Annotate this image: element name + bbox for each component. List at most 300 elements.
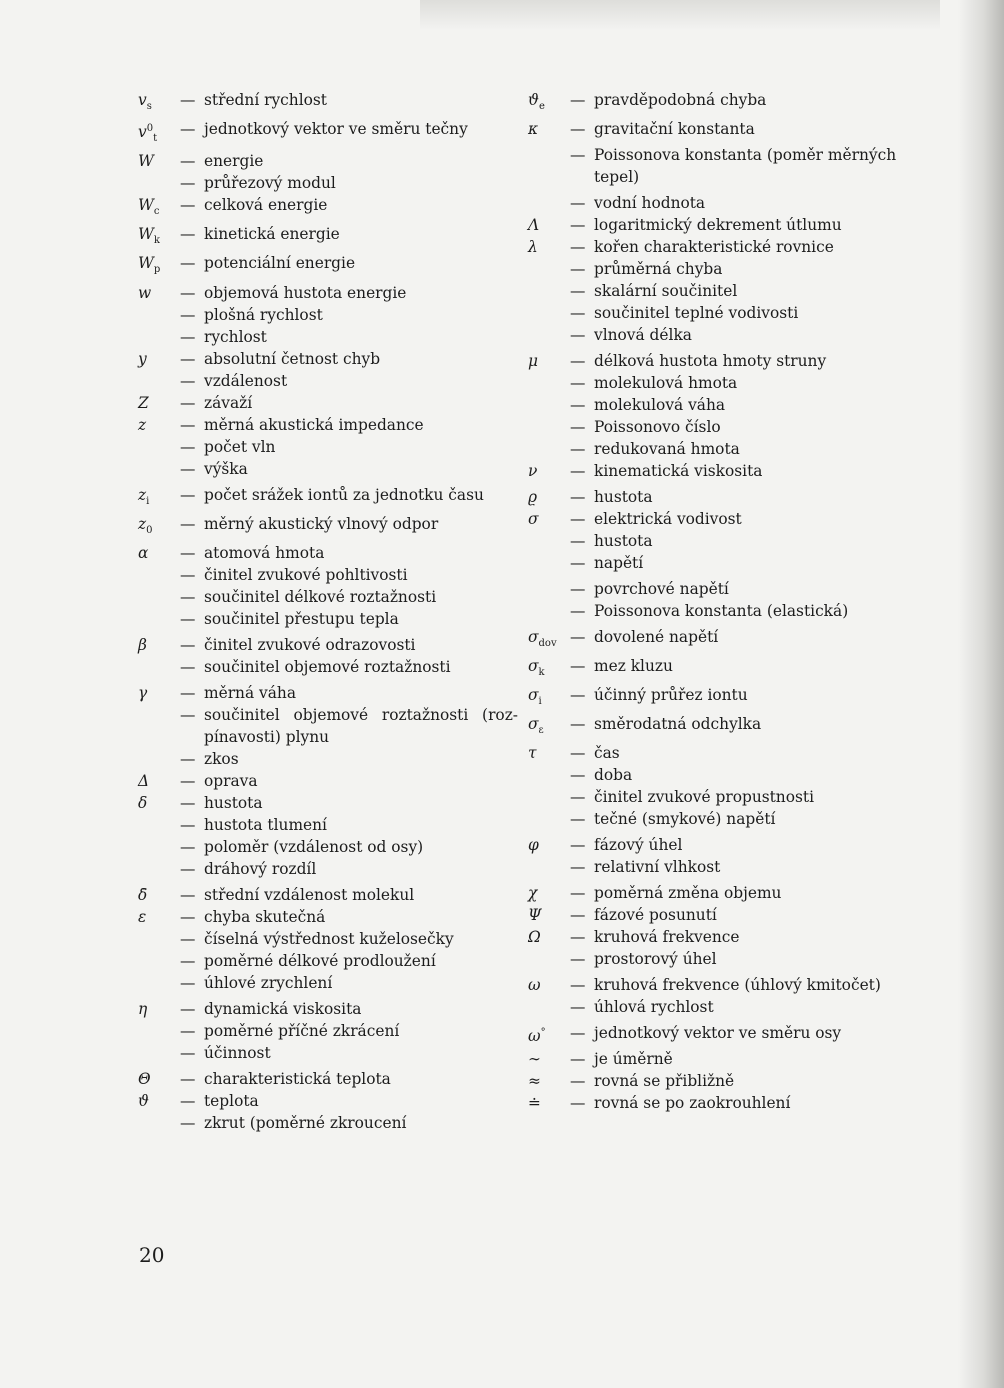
symbol-description: vzdálenost [204,371,288,390]
symbol-entry [528,974,898,996]
dash-separator: — [570,1049,586,1068]
symbol: ε [138,907,147,926]
symbol: τ [528,744,537,763]
dash-separator: — [570,950,586,969]
symbol-description: střední vzdálenost molekul [204,885,415,904]
symbol: ω° [528,1027,546,1046]
symbol-description: mez kluzu [594,657,673,676]
symbol: $v_s$ [138,91,152,113]
symbol: Z [138,393,149,412]
symbol-description: střední rychlost [204,91,327,109]
symbol-description: rovná se po zaokrouhlení [594,1093,791,1112]
page-number: 20 [139,1243,165,1267]
symbol-entry [138,252,518,281]
symbol-entry [138,748,518,770]
symbol-description: logaritmický dekrement útlumu [594,216,842,235]
page-binding-shadow [958,0,1004,1388]
symbol-entry [528,1070,898,1092]
symbol-description: součinitel teplné vodivosti [594,304,799,323]
symbol-description: zkos [204,749,239,768]
symbol: $z_i$ [138,485,150,507]
symbol-entry [528,118,898,140]
symbol-entry [528,882,898,904]
symbol-description: fázové posunutí [594,906,717,925]
symbol-entry [528,508,898,530]
symbol-description: Poissonovo číslo [594,418,721,437]
symbol-description: měrná akustická impedance [204,415,424,434]
dash-separator: — [570,440,586,459]
symbol-description: oprava [204,771,258,790]
dash-separator: — [570,628,586,647]
dash-separator: — [570,120,586,139]
dash-separator: — [570,657,586,676]
symbol-description: prostorový úhel [594,950,717,969]
symbol-description: součinitel objemové roztažnosti (roz-pínavosti) plynu [204,705,518,746]
symbol-description: počet srážek iontů za jednotku času [204,485,484,504]
dash-separator: — [570,744,586,763]
symbol-entry [138,513,518,542]
symbol: δ̄ [138,885,148,904]
dash-separator: — [180,1069,196,1088]
symbol-entry [138,950,518,972]
dash-separator: — [180,415,196,434]
symbol-entry [138,414,518,436]
dash-separator: — [180,437,196,456]
symbol-entry [138,608,518,630]
symbol: σ [528,510,539,529]
symbol-entry [528,394,898,416]
symbol: Λ [528,216,540,235]
symbol-description: jednotkový vektor ve směru osy [594,1024,842,1043]
symbol: β [138,635,147,654]
dash-separator: — [570,194,586,213]
symbol-description: charakteristická teplota [204,1069,391,1088]
symbol-entry [138,682,518,704]
symbol-entry [528,786,898,808]
symbol-description: vlnová délka [594,326,692,345]
symbol-description: dovolené napětí [594,628,719,647]
symbol-entry [528,1022,898,1047]
symbol-description: doba [594,766,633,785]
symbol-description: objemová hustota energie [204,283,407,302]
symbol-description: činitel zvukové propustnosti [594,788,814,807]
symbol-description: elektrická vodivost [594,510,742,529]
symbol: $\sigma_i$ [528,686,542,708]
symbol-entry [528,996,898,1018]
symbol-entry [138,884,518,906]
symbol-entry [528,713,898,742]
symbol-description: úhlové zrychlení [204,973,333,992]
symbol-description: činitel zvukové odrazovosti [204,635,416,654]
symbol-description: celková energie [204,196,328,215]
symbol: $z_0$ [138,514,153,536]
symbol-description: Poissonova konstanta (elastická) [594,602,849,621]
symbol-entry [528,192,898,214]
symbol-entry [138,484,518,513]
symbol-entry [138,89,518,118]
symbol-entry [138,858,518,880]
dash-separator: — [180,459,196,478]
symbol-entry [138,586,518,608]
symbol-description: poměrné příčné zkrácení [204,1021,400,1040]
symbol-entry [138,1020,518,1042]
dash-separator: — [570,998,586,1017]
symbol: z [138,415,147,434]
dash-separator: — [570,788,586,807]
dash-separator: — [180,705,196,724]
symbol: $W_c$ [138,196,160,218]
symbol-list-right [528,89,898,1114]
symbol-entry [138,194,518,223]
symbol: w [138,283,152,302]
symbol: Θ [138,1069,151,1088]
symbol-description: kořen charakteristické rovnice [594,238,834,257]
dash-separator: — [570,146,586,165]
symbol-description: průřezový modul [204,174,336,193]
symbol-list-left [138,89,518,1134]
symbol-entry [528,324,898,346]
dash-separator: — [180,393,196,412]
dash-separator: — [180,859,196,878]
dash-separator: — [570,282,586,301]
symbol: χ [528,884,538,903]
symbol-description: absolutní četnost chyb [204,349,381,368]
symbol-entry [138,458,518,480]
symbol-description: kruhová frekvence (úhlový kmitočet) [594,976,881,995]
symbol-entry [138,118,518,150]
symbol-description: číselná výstřednost kuželosečky [204,929,454,948]
dash-separator: — [570,1024,586,1043]
dash-separator: — [180,543,196,562]
symbol-description: součinitel přestupu tepla [204,609,399,628]
symbol-entry [528,808,898,830]
symbol: ϱ [528,488,538,507]
symbol-description: hustota [594,488,653,507]
dash-separator: — [570,810,586,829]
dash-separator: — [570,510,586,529]
symbol-description: jednotkový vektor ve směru tečny [204,120,468,139]
symbol-entry [138,656,518,678]
symbol-entry [138,770,518,792]
dash-separator: — [570,352,586,371]
symbol: φ [528,836,539,855]
symbol-description: skalární součinitel [594,282,738,301]
symbol: $v^0_t$ [138,123,158,145]
symbol-entry [528,416,898,438]
dash-separator: — [570,216,586,235]
symbol-entry [528,302,898,324]
dash-separator: — [570,884,586,903]
dash-separator: — [180,120,196,139]
symbol: ≈ [528,1071,541,1090]
symbol-description: poměrná změna objemu [594,884,782,903]
symbol-description: Poissonova konstanta (poměr měrných tepel) [594,146,897,187]
symbol-entry [138,282,518,304]
symbol-entry [528,280,898,302]
dash-separator: — [570,326,586,345]
symbol-description: činitel zvukové pohltivosti [204,565,408,584]
symbol-entry [528,236,898,258]
symbol: δ [138,793,148,812]
dash-separator: — [570,602,586,621]
dash-separator: — [180,657,196,676]
symbol-entry [138,704,518,748]
symbol-entry [138,972,518,994]
symbol-description: chyba skutečná [204,907,326,926]
symbol: W [138,152,154,171]
symbol: λ [528,238,538,257]
dash-separator: — [180,485,196,504]
dash-separator: — [180,793,196,812]
symbol: $\sigma_\varepsilon$ [528,715,544,737]
symbol-entry [138,814,518,836]
symbol-description: délková hustota hmoty struny [594,352,827,371]
symbol-description: dynamická viskosita [204,999,362,1018]
dash-separator: — [570,260,586,279]
symbol-entry [138,1068,518,1090]
symbol-entry [528,350,898,372]
symbol-entry [138,1112,518,1134]
symbol-entry [528,460,898,482]
symbol: ∼ [528,1049,541,1068]
symbol-entry [528,626,898,655]
dash-separator: — [180,999,196,1018]
symbol-description: poloměr (vzdálenost od osy) [204,837,424,856]
symbol-entry [138,326,518,348]
symbol: y [138,349,147,368]
dash-separator: — [570,554,586,573]
symbol-description: zkrut (poměrné zkroucení [204,1113,407,1132]
symbol-description: kruhová frekvence [594,928,740,947]
symbol-entry [528,144,898,188]
dash-separator: — [570,488,586,507]
dash-separator: — [570,976,586,995]
symbol-entry [528,856,898,878]
dash-separator: — [570,91,586,109]
dash-separator: — [570,1093,586,1112]
scan-top-shadow [420,0,940,30]
symbol-entry [528,926,898,948]
symbol-entry [528,948,898,970]
dash-separator: — [570,238,586,257]
symbol-description: fázový úhel [594,836,683,855]
symbol-description: účinný průřez iontu [594,686,748,705]
dash-separator: — [180,587,196,606]
symbol-entry [138,998,518,1020]
symbol-entry [138,906,518,928]
symbol-entry [138,436,518,458]
symbol: μ [528,352,539,371]
symbol-description: vodní hodnota [594,194,706,213]
dash-separator: — [180,371,196,390]
symbol-description: kinematická viskosita [594,462,763,481]
dash-separator: — [180,815,196,834]
symbol-description: kinetická energie [204,225,340,244]
symbol-entry [138,150,518,172]
symbol: $\sigma_k$ [528,657,545,679]
symbol-description: měrný akustický vlnový odpor [204,514,439,533]
dash-separator: — [180,349,196,368]
symbol-description: součinitel objemové roztažnosti [204,657,451,676]
dash-separator: — [180,929,196,948]
symbol-description: hustota tlumení [204,815,327,834]
symbol: ≐ [528,1093,541,1112]
symbol: ω [528,976,541,995]
dash-separator: — [570,396,586,415]
symbol-entry [528,834,898,856]
symbol-entry [528,258,898,280]
dash-separator: — [180,327,196,346]
dash-separator: — [570,374,586,393]
symbol-description: počet vln [204,437,276,456]
symbol-description: relativní vlhkost [594,858,721,877]
dash-separator: — [180,152,196,171]
symbol-description: hustota [204,793,263,812]
symbol-description: teplota [204,1091,259,1110]
symbol-entry [528,600,898,622]
dash-separator: — [570,766,586,785]
symbol-description: molekulová váha [594,396,726,415]
symbol-entry [138,172,518,194]
symbol-entry [138,1042,518,1064]
symbol-description: potenciální energie [204,254,356,273]
symbol-description: rovná se přibližně [594,1071,735,1090]
symbol-description: závaží [204,393,253,412]
dash-separator: — [570,686,586,705]
dash-separator: — [570,304,586,323]
symbol-entry [528,1048,898,1070]
symbol-entry [528,438,898,460]
dash-separator: — [180,609,196,628]
symbol-description: povrchové napětí [594,580,729,599]
dash-separator: — [180,885,196,904]
symbol-entry [138,792,518,814]
dash-separator: — [180,683,196,702]
dash-separator: — [570,836,586,855]
symbol-description: tečné (smykové) napětí [594,810,776,829]
symbol-entry [528,89,898,118]
dash-separator: — [570,1071,586,1090]
symbol-entry [138,634,518,656]
symbol: κ [528,120,539,139]
symbol-entry [138,542,518,564]
symbol: η [138,999,148,1018]
symbol-entry [138,392,518,414]
symbol-entry [528,655,898,684]
symbol-description: rychlost [204,327,267,346]
symbol-entry [138,564,518,586]
symbol-description: výška [204,459,248,478]
dash-separator: — [180,305,196,324]
symbol-entry [138,836,518,858]
dash-separator: — [180,225,196,244]
dash-separator: — [180,196,196,215]
dash-separator: — [180,951,196,970]
symbol-entry [528,764,898,786]
dash-separator: — [180,771,196,790]
symbol: Ψ [528,906,542,925]
symbol-entry [138,928,518,950]
symbol-description: průměrná chyba [594,260,723,279]
dash-separator: — [570,532,586,551]
dash-separator: — [180,635,196,654]
symbol-entry [528,486,898,508]
symbol-description: úhlová rychlost [594,998,714,1017]
dash-separator: — [180,749,196,768]
symbol-entry [528,372,898,394]
symbol-entry [138,1090,518,1112]
symbol: Ω [528,928,541,947]
symbol-entry [528,530,898,552]
symbol-entry [528,214,898,236]
dash-separator: — [180,1021,196,1040]
symbol-entry [528,684,898,713]
symbol-description: dráhový rozdíl [204,859,317,878]
dash-separator: — [180,283,196,302]
symbol-entry [138,370,518,392]
symbol: α [138,543,149,562]
dash-separator: — [570,580,586,599]
symbol-description: směrodatná odchylka [594,715,762,734]
symbol-description: plošná rychlost [204,305,323,324]
dash-separator: — [180,907,196,926]
symbol: γ [138,683,148,702]
symbol: $ϑ_e$ [528,91,545,113]
symbol-entry [528,742,898,764]
symbol-description: pravděpodobná chyba [594,91,767,109]
dash-separator: — [570,906,586,925]
dash-separator: — [180,837,196,856]
symbol-description: součinitel délkové roztažnosti [204,587,437,606]
dash-separator: — [570,858,586,877]
dash-separator: — [180,565,196,584]
symbol-description: hustota [594,532,653,551]
dash-separator: — [180,174,196,193]
dash-separator: — [180,91,196,109]
symbol-description: je úměrně [594,1049,673,1068]
dash-separator: — [180,1091,196,1110]
dash-separator: — [180,514,196,533]
dash-separator: — [570,418,586,437]
dash-separator: — [570,928,586,947]
symbol-description: atomová hmota [204,543,325,562]
symbol-description: energie [204,152,264,171]
symbol-entry [528,1092,898,1114]
dash-separator: — [570,462,586,481]
symbol: $W_k$ [138,225,160,247]
symbol-description: redukovaná hmota [594,440,740,459]
symbol: Δ [138,771,150,790]
dash-separator: — [180,1113,196,1132]
symbol: $\sigma_{dov}$ [528,628,557,650]
symbol-description: účinnost [204,1043,271,1062]
symbol: ϑ [138,1091,150,1110]
symbol-entry [138,304,518,326]
dash-separator: — [570,715,586,734]
symbol: $W_p$ [138,254,161,276]
symbol-description: čas [594,744,620,763]
symbol-entry [528,552,898,574]
dash-separator: — [180,254,196,273]
symbol: ν [528,462,538,481]
symbol-entry [528,578,898,600]
symbol-description: molekulová hmota [594,374,738,393]
symbol-entry [138,223,518,252]
symbol-description: gravitační konstanta [594,120,755,139]
dash-separator: — [180,973,196,992]
symbol-description: poměrné délkové prodloužení [204,951,436,970]
symbol-description: měrná váha [204,683,296,702]
